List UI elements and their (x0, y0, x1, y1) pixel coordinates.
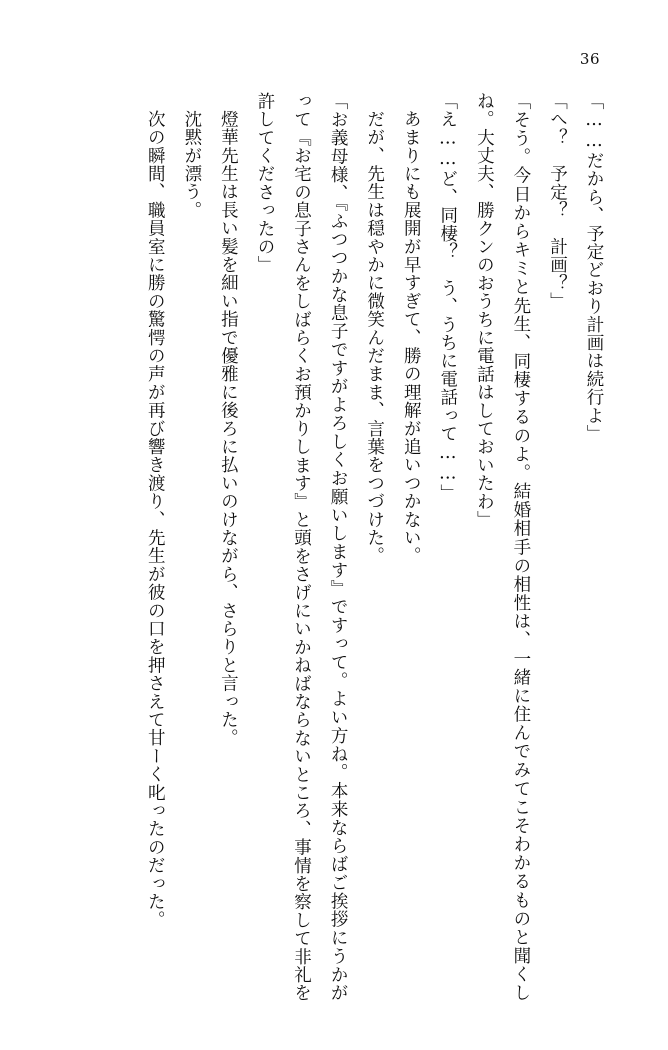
paragraph: 次の瞬間、職員室に勝の驚愕の声が再び響き渡り、先生が彼の口を押さえて甘ーく叱ったのだった。 (145, 109, 166, 929)
paragraph: 沈黙が漂う。 (181, 109, 202, 219)
paragraph: 「……だから、予定どおり計画は続行よ」 (584, 92, 604, 443)
paragraph: 「え……ど、同棲？ う、うちに電話って……」 (437, 92, 458, 503)
paragraph: あまりにも展開が早すぎて、勝の理解が追いつかない。 (401, 109, 422, 565)
paragraph: 「へ？ 予定？ 計画？」 (547, 92, 568, 311)
paragraph: 「お義母様、『ふつつかな息子ですがよろしくお願いします』ですって。よい方ね。本来ならばご挨拶にうかがって『お宅の息子さんをしばらくお預かりします』と頭をさげにいかねばならないところ、事情を察して非礼を許してくださったの」 (254, 92, 349, 1002)
paragraph: 燈華先生は長い髪を細い指で優雅に後ろに払いのけながら、さらりと言った。 (218, 109, 239, 747)
page-text-body (40, 92, 612, 1002)
paragraph: 「そう。今日からキミと先生、同棲するのよ。結婚相手の相性は、一緒に住んでみてこそわかるものと聞くしね。大丈夫、勝クンのおうちに電話はしておいたわ」 (474, 92, 531, 1002)
paragraph: だが、先生は穏やかに微笑んだまま、言葉をつづけた。 (364, 109, 385, 565)
page-number: 36 (579, 50, 600, 68)
